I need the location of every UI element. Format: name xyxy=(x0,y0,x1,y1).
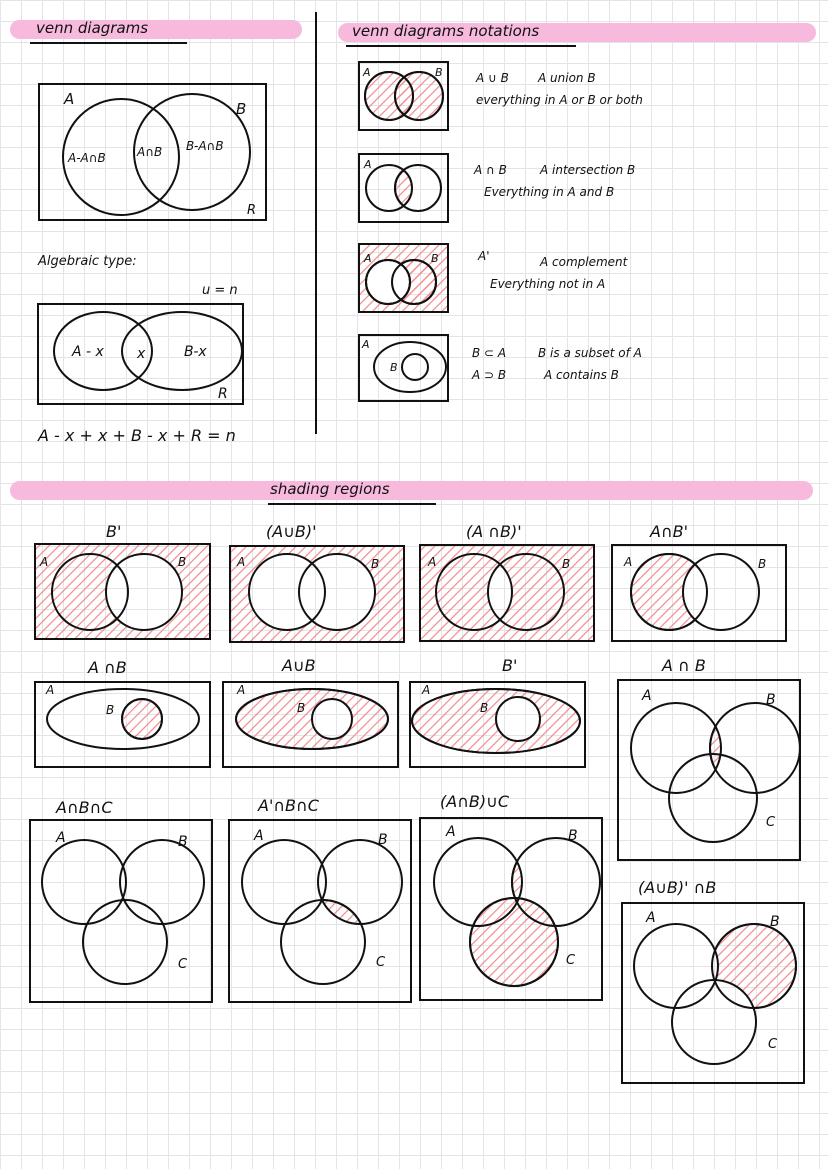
set-label-a: A xyxy=(254,828,264,844)
region-intersection: A∩B xyxy=(137,145,163,159)
set-label-b: B xyxy=(106,703,115,717)
set-label-b: B xyxy=(178,555,187,569)
set-label-a: A xyxy=(237,555,246,569)
notation-name: A intersection B xyxy=(540,163,636,177)
region-a-only: A-A∩B xyxy=(68,151,106,165)
set-label-a: A xyxy=(446,824,456,840)
set-label-a: A xyxy=(422,683,431,697)
set-label-b: B xyxy=(770,914,780,930)
set-label-b: B xyxy=(435,66,443,79)
set-label-c: C xyxy=(768,1037,778,1052)
set-label-b: B xyxy=(480,701,489,715)
alg-region-a: A - x xyxy=(72,344,104,360)
set-label-b: B xyxy=(562,557,571,571)
equation: A - x + x + B - x + R = n xyxy=(38,426,236,445)
set-label-a: A xyxy=(364,252,372,265)
diagram-title: (A ∩B)' xyxy=(466,522,522,541)
set-label-b: B xyxy=(568,828,578,844)
diagram-title: B' xyxy=(502,656,518,675)
diagram-title: (A∪B)' ∩B xyxy=(638,878,717,897)
notation-desc: Everything in A and B xyxy=(484,185,615,199)
set-label-a: A xyxy=(642,688,652,704)
diagram-title: A∪B xyxy=(282,656,316,675)
alg-region-rest: R xyxy=(218,386,228,402)
set-label-a: A xyxy=(237,683,246,697)
set-label-a: A xyxy=(363,66,371,79)
diagram-title: A∩B' xyxy=(650,522,689,541)
set-label-b: B xyxy=(390,361,398,374)
diagram-title: A ∩B xyxy=(88,658,127,677)
set-label-c: C xyxy=(376,955,386,970)
alg-region-mid: x xyxy=(137,346,146,362)
diagram-title: A ∩ B xyxy=(662,656,706,675)
set-label-a: A xyxy=(56,830,66,846)
notation-desc: everything in A or B or both xyxy=(476,93,643,107)
universe-label: u = n xyxy=(202,283,238,298)
set-label-a: A xyxy=(362,338,370,351)
notation-desc: A contains B xyxy=(544,368,619,382)
set-label-b: B xyxy=(236,100,247,118)
diagram-title: A∩B∩C xyxy=(56,798,113,817)
notation-symbol: A ∩ B xyxy=(474,163,507,177)
region-b-only: B-A∩B xyxy=(186,139,224,153)
set-label-c: C xyxy=(566,953,576,968)
set-label-a: A xyxy=(646,910,656,926)
set-label-a: A xyxy=(624,555,633,569)
set-label-a: A xyxy=(46,683,55,697)
notation-name: A complement xyxy=(540,255,628,269)
section-title-notations: venn diagrams notations xyxy=(352,22,540,40)
set-label-a: A xyxy=(64,90,75,108)
set-label-b: B xyxy=(758,557,767,571)
set-label-b: B xyxy=(371,557,380,571)
set-label-b: B xyxy=(766,692,776,708)
algebraic-type-label: Algebraic type: xyxy=(38,254,137,269)
set-label-a: A xyxy=(40,555,49,569)
section-title-shading: shading regions xyxy=(270,480,390,498)
set-label-a: A xyxy=(428,555,437,569)
diagram-title: (A∪B)' xyxy=(266,522,317,541)
set-label-c: C xyxy=(766,815,776,830)
notation-symbol: B ⊂ A xyxy=(472,346,507,360)
notation-symbol: A ∪ B xyxy=(476,71,509,85)
set-label-b: B xyxy=(431,252,439,265)
diagram-title: (A∩B)∪C xyxy=(440,792,509,811)
section-title-venn-diagrams: venn diagrams xyxy=(36,19,149,37)
set-label-a: A xyxy=(364,158,372,171)
alg-region-b: B-x xyxy=(184,344,207,360)
set-label-b: B xyxy=(378,832,388,848)
set-label-b: B xyxy=(178,834,188,850)
region-rest: R xyxy=(247,203,257,218)
notation-symbol: A' xyxy=(478,249,490,263)
set-label-b: B xyxy=(297,701,306,715)
diagram-title: B' xyxy=(106,522,122,541)
notation-desc: Everything not in A xyxy=(490,277,606,291)
set-label-c: C xyxy=(178,957,188,972)
notation-symbol: A ⊃ B xyxy=(472,368,507,382)
notation-name: B is a subset of A xyxy=(538,346,642,360)
diagram-title: A'∩B∩C xyxy=(258,796,319,815)
notation-name: A union B xyxy=(538,71,596,85)
